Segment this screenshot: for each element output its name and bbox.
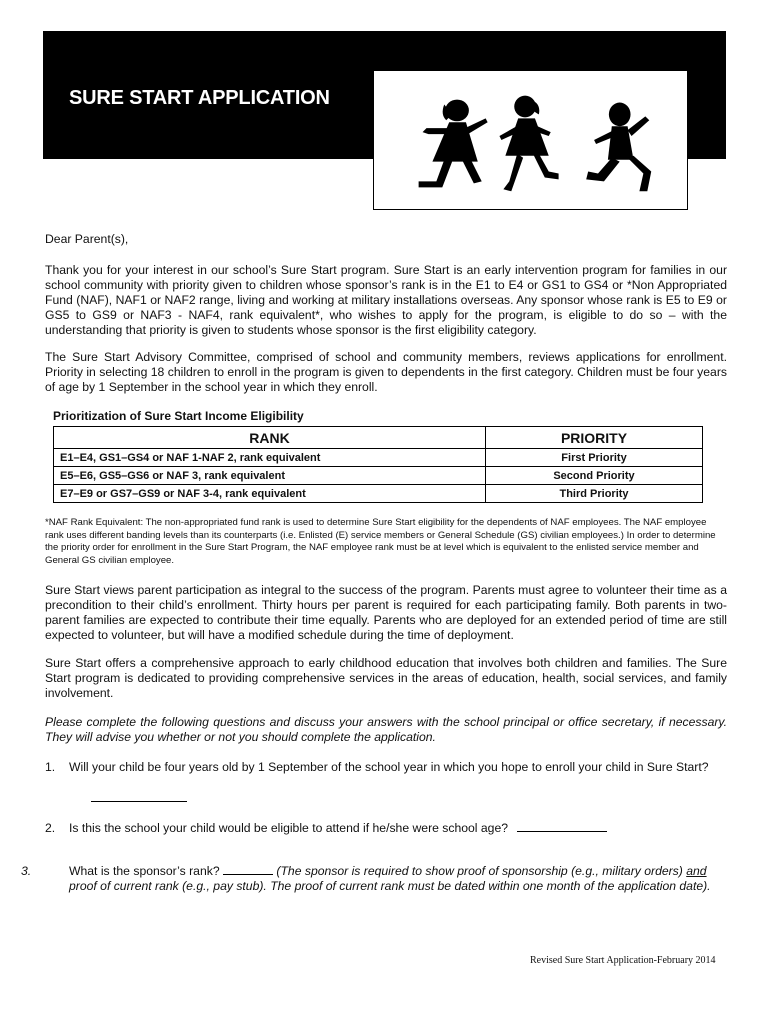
table-header-row <box>54 427 703 449</box>
question-3-note: (The sponsor is required to show proof of sponsorship (e.g., military orders) <box>276 864 687 878</box>
question-number: 1. <box>45 760 56 774</box>
intro-paragraph: Thank you for your interest in our school’s Sure Start program. Sure Start is an early intervention program for families in our school community with priority given to children whose sponsor’s rank is in the E1 to E4 or GS1 to GS4 or *Non Appropriated Fund (NAF), NAF1 or NAF2 range, living and working at military installations overseas. Any sponsor whose rank is E5 to E9 or GS5 to GS9 or NAF3 - NAF4, rank equivalent*, who wishes to apply for the program, is eligible to do so – with the understanding that priority is given to students whose sponsor is the first eligibility category. <box>45 263 727 337</box>
eligibility-table-caption: Prioritization of Sure Start Income Eligibility <box>53 409 304 423</box>
rank-cell: E7–E9 or GS7–GS9 or NAF 3-4, rank equivalent <box>54 485 486 503</box>
table-row <box>54 467 703 485</box>
running-children-silhouette-icon <box>374 71 687 209</box>
question-1 <box>45 760 727 775</box>
question-1-answer-field[interactable] <box>91 786 187 802</box>
question-3-note-cont: proof of current rank (e.g., pay stub). The proof of current rank must be dated within one month of the application date). <box>69 879 711 893</box>
question-text: What is the sponsor’s rank? <box>69 864 220 878</box>
participation-paragraph: Sure Start views parent participation as integral to the success of the program. Parents must agree to volunteer their time as a precondition to their child’s enrollment. Thirty hours per parent is required for each participating family. Both parents in two-parent families are expected to contribute their time equally. Parents who are deployed for an extended period of time are still expected to volunteer, but will have a modified schedule during the time of deployment. <box>45 583 727 642</box>
question-2-answer-field[interactable] <box>517 819 607 832</box>
rank-column-header: RANK <box>54 427 486 449</box>
question-number: 2. <box>45 821 56 835</box>
instructions-paragraph: Please complete the following questions and discuss your answers with the school principal or office secretary, if necessary. They will advise you whether or not you should complete the application. <box>45 715 727 744</box>
page-title: SURE START APPLICATION <box>69 87 330 109</box>
salutation: Dear Parent(s), <box>45 232 129 246</box>
priority-cell: Second Priority <box>486 467 703 485</box>
priority-cell: Third Priority <box>486 485 703 503</box>
committee-paragraph: The Sure Start Advisory Committee, comprised of school and community members, reviews applications for enrollment. Priority in selecting 18 children to enroll in the program is given to dependents in the first category. Children must be four years of age by 1 September in the school year in which they enroll. <box>45 350 727 394</box>
question-text: Will your child be four years old by 1 September of the school year in which you hope to enroll your child in Sure Start? <box>69 760 709 774</box>
table-row <box>54 485 703 503</box>
running-children-illustration <box>373 70 688 210</box>
question-3-note-and: and <box>686 864 707 878</box>
priority-column-header: PRIORITY <box>486 427 703 449</box>
eligibility-table <box>53 426 703 503</box>
rank-cell: E1–E4, GS1–GS4 or NAF 1-NAF 2, rank equivalent <box>54 449 486 467</box>
question-number: 3. <box>21 864 32 878</box>
rank-cell: E5–E6, GS5–GS6 or NAF 3, rank equivalent <box>54 467 486 485</box>
revision-footer: Revised Sure Start Application-February 2014 <box>530 955 716 966</box>
naf-rank-footnote: *NAF Rank Equivalent: The non-appropriated fund rank is used to determine Sure Start eligibility for the dependents of NAF employees. The NAF employee rank uses different banding levels than its counterparts (i.e. Enlisted (E) service members or General Schedule (GS) civilian employees.) In order to determine the priority order for enrollment in the Sure Start Program, the NAF employee rank must be at level which is equivalent to the enlisted service member and General GS civilian employee. <box>45 517 716 566</box>
comprehensive-approach-paragraph: Sure Start offers a comprehensive approach to early childhood education that involves both children and families. The Sure Start program is dedicated to providing comprehensive services in the areas of education, health, social services, and family involvement. <box>45 656 727 700</box>
question-text: Is this the school your child would be eligible to attend if he/she were school age? <box>69 821 509 835</box>
question-3-answer-field[interactable] <box>223 862 273 875</box>
question-2 <box>45 819 727 836</box>
priority-cell: First Priority <box>486 449 703 467</box>
table-row <box>54 449 703 467</box>
question-3 <box>21 862 727 894</box>
